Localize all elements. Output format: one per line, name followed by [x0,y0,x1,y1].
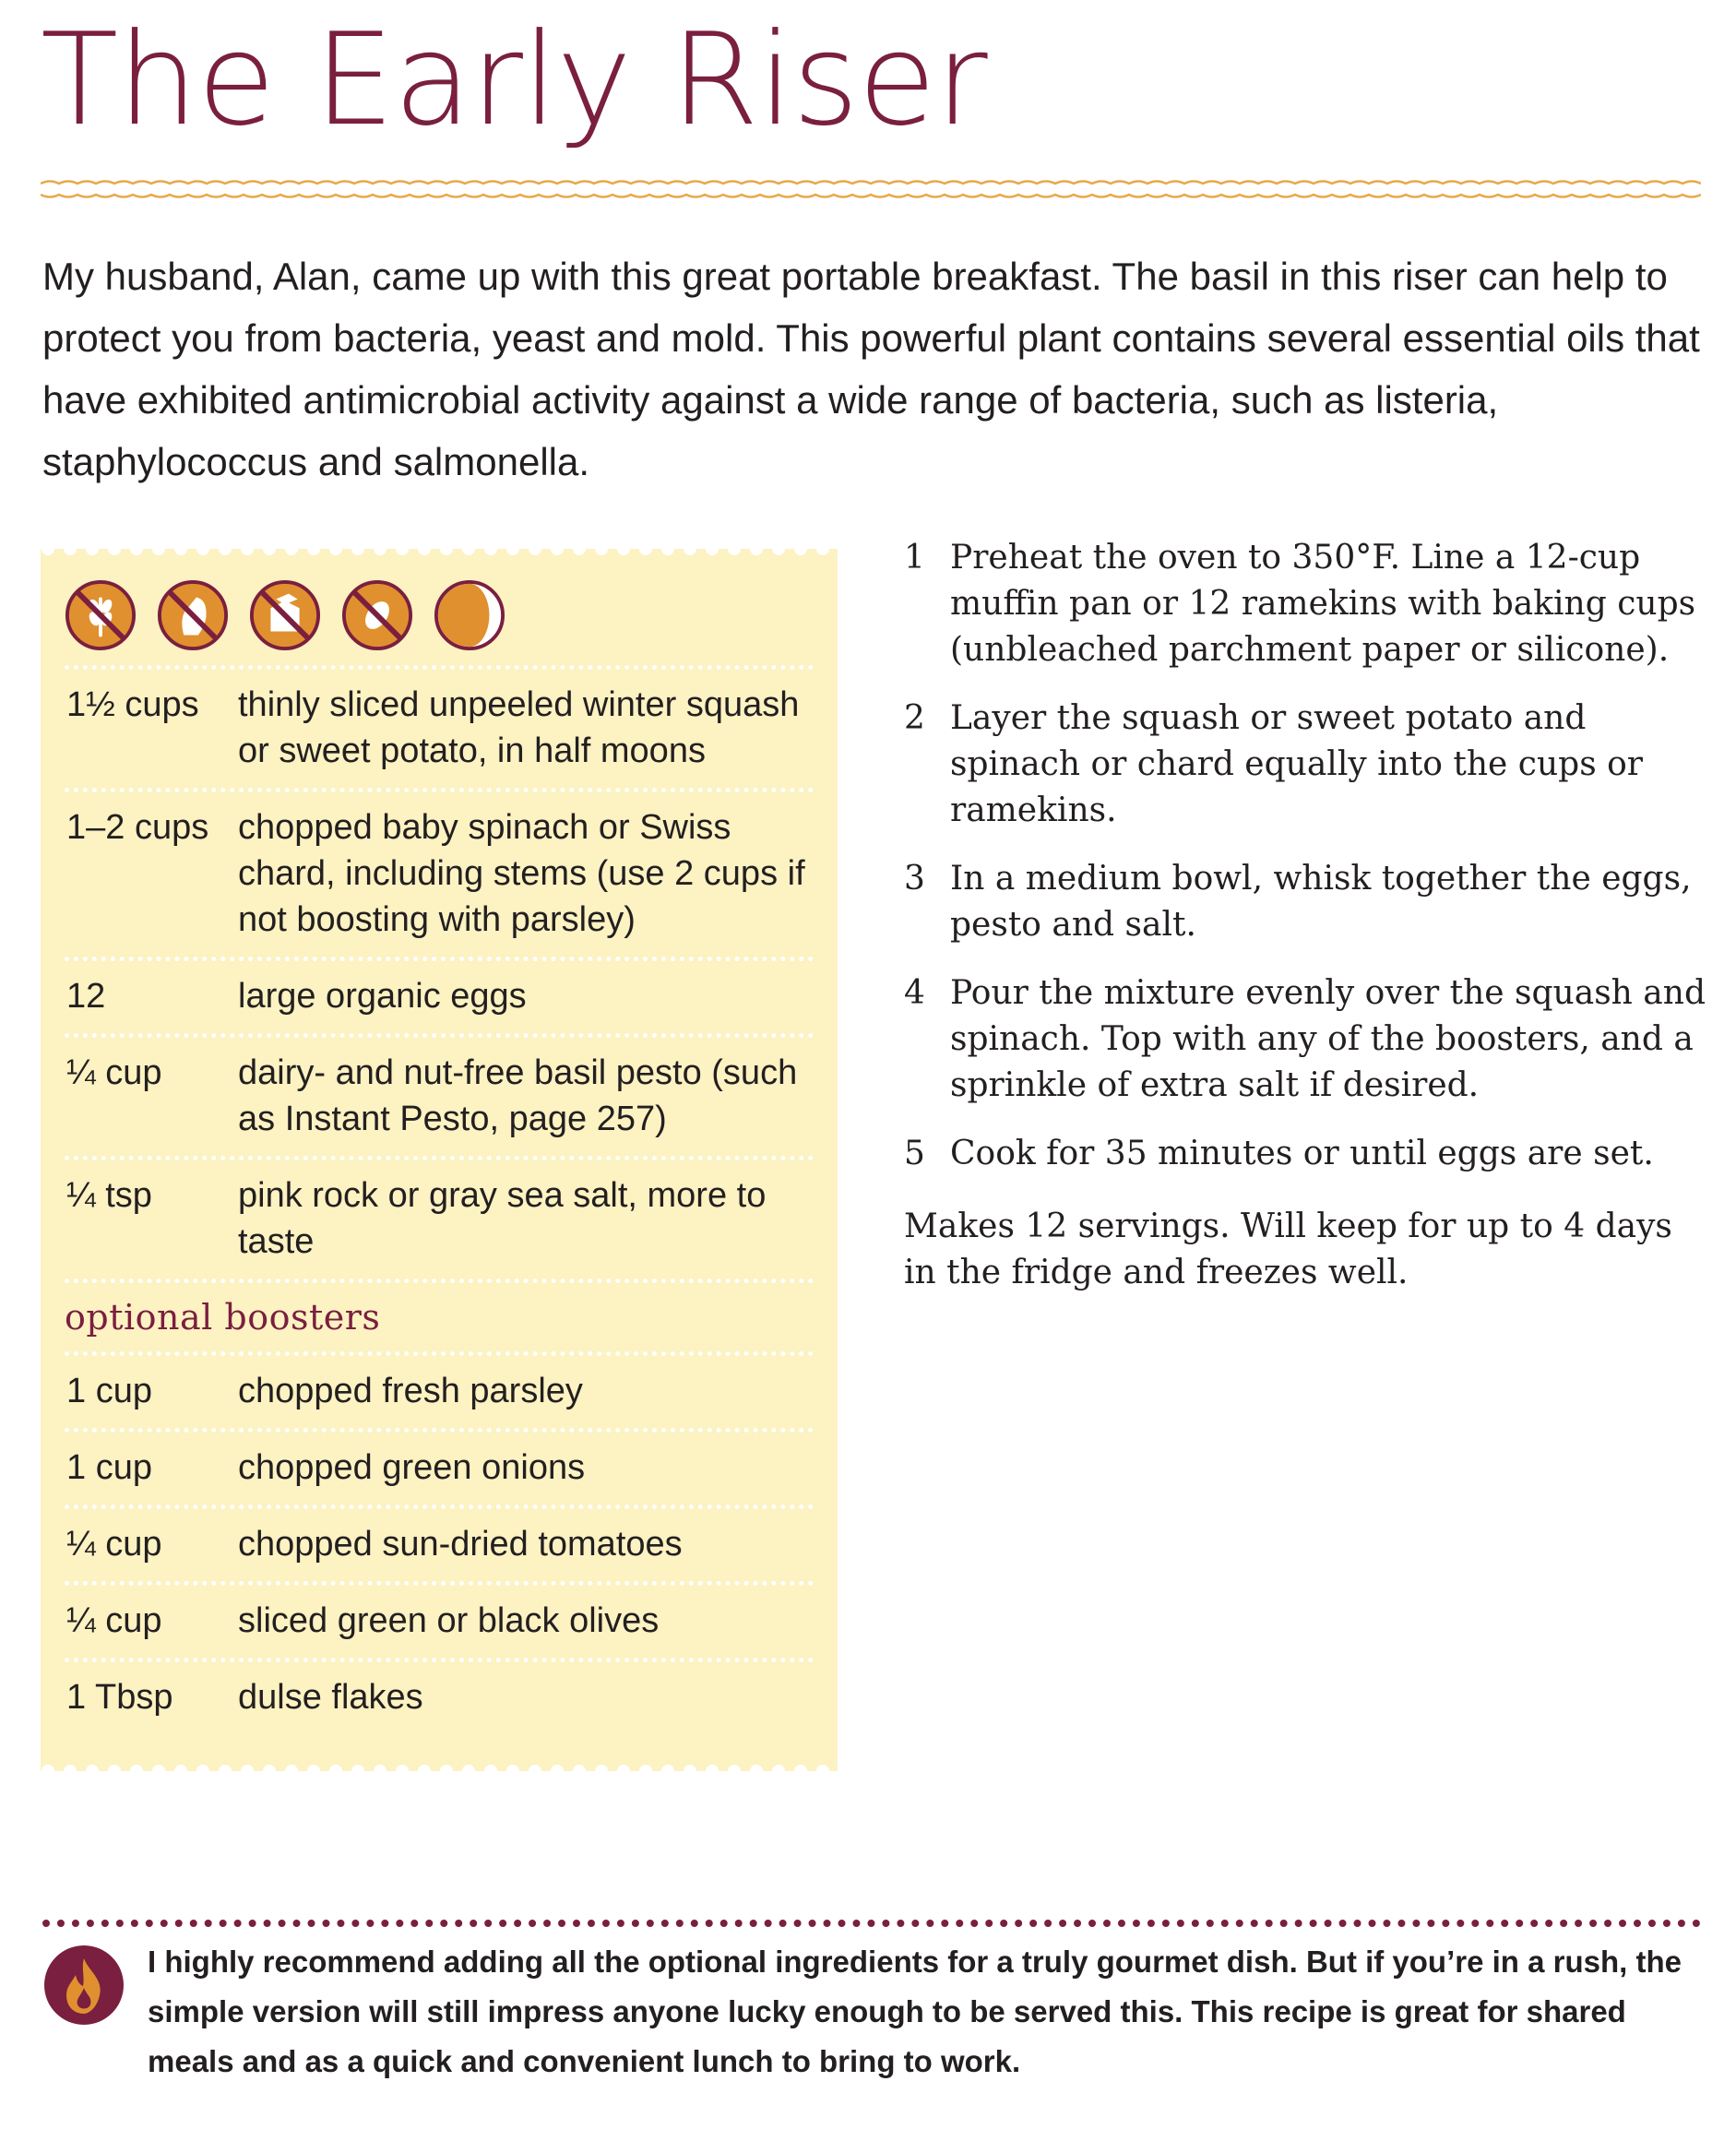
ingredient-qty: 12 [66,977,106,1016]
scallop-dot [219,1765,232,1771]
scallop-dot [130,549,143,555]
ingredient-item: dairy- and nut-free basil pesto (such as Instant Pesto, page 257) [238,1053,798,1138]
scallop-dot [750,1765,763,1771]
scallop-dot [794,1765,807,1771]
step-item [904,856,1706,948]
booster-item: sliced green or black olives [238,1601,660,1640]
scallop-dot [595,1765,608,1771]
scallop-dot [506,1765,519,1771]
ingredient-qty: ¼ tsp [66,1176,152,1215]
scallop-dot [396,549,409,555]
step-text: Layer the squash or sweet potato and spinach or chard equally into the cups or ramekins. [950,699,1643,829]
scallop-dot [152,1765,165,1771]
wavy-divider [41,173,1701,205]
booster-row [65,1433,814,1505]
diet-icons [65,579,505,651]
booster-item: chopped sun-dried tomatoes [238,1525,683,1564]
step-text: Pour the mixture evenly over the squash and spinach. Top with any of the boosters, and a sprinkle of extra salt if desired. [950,974,1706,1104]
scallop-dot [174,1765,187,1771]
scallop-dot [573,549,586,555]
scallop-dot [285,549,298,555]
scallop-dot [418,549,431,555]
scallop-dot [86,1765,99,1771]
scallop-dot [263,549,276,555]
scallop-dot [484,1765,497,1771]
scallop-dot [108,549,121,555]
scallop-dot [462,1765,475,1771]
scallop-dot [174,549,187,555]
scallop-dot [42,549,54,555]
step-item [904,970,1706,1109]
card-top-scallop [41,549,838,562]
booster-item: chopped green onions [238,1448,586,1487]
ingredient-qty: ¼ cup [66,1053,162,1092]
step-item [904,696,1706,834]
step-item [904,535,1706,673]
boosters-heading: optional boosters [65,1297,381,1338]
tip-text: I highly recommend adding all the optional ingredients for a truly gourmet dish. But if you’re in a rush, the simple version will still impress anyone lucky enough to be served this. This recipe is great for shared meals and as a quick and convenient lunch to bring to work. [148,1945,1682,2078]
scallop-dot [684,549,696,555]
scallop-dot [816,1765,829,1771]
ingredient-item: thinly sliced unpeeled winter squash or sweet potato, in half moons [238,685,800,770]
scallop-dot [329,1765,342,1771]
ingredient-qty: 1–2 cups [66,808,209,847]
booster-item: dulse flakes [238,1678,423,1717]
booster-qty: 1 cup [66,1372,152,1410]
step-text: Preheat the oven to 350°F. Line a 12-cup muffin pan or 12 ramekins with baking cups (unbleached parchment paper or silicone). [950,539,1696,669]
step-number: 5 [904,1135,925,1172]
method-steps [904,535,1706,1199]
yield-note: Makes 12 servings. Will keep for up to 4 days in the fridge and freezes well. [904,1207,1672,1291]
scallop-dot [684,1765,696,1771]
scallop-dot [351,1765,364,1771]
tip-divider [42,1920,1701,1927]
booster-qty: ¼ cup [66,1601,162,1640]
scallop-dot [152,549,165,555]
step-number: 2 [904,699,925,737]
scallop-dot [108,1765,121,1771]
ingredient-item: pink rock or gray sea salt, more to taste [238,1176,767,1261]
scallop-dot [241,1765,254,1771]
scallop-dot [551,549,564,555]
scallop-dot [484,549,497,555]
scallop-dot [772,549,785,555]
step-text: Cook for 35 minutes or until eggs are set. [950,1135,1654,1172]
scallop-dot [64,1765,77,1771]
scallop-dot [639,1765,652,1771]
scallop-dot [374,1765,386,1771]
scallop-dot [728,1765,741,1771]
scallop-dot [440,549,453,555]
booster-row [65,1509,814,1581]
flame-icon [42,1944,125,2027]
soy-free-icon [249,579,321,651]
ingredients-list [65,665,814,1734]
step-item [904,1131,1706,1177]
scallop-dot [418,1765,431,1771]
ingredient-row [65,1160,814,1279]
dairy-free-icon [157,579,229,651]
scallop-dot [42,1765,54,1771]
booster-item: chopped fresh parsley [238,1372,583,1410]
scallop-dot [285,1765,298,1771]
scallop-dot [772,1765,785,1771]
intro-paragraph: My husband, Alan, came up with this great portable breakfast. The basil in this riser can help to protect you from bacteria, yeast and mold. This powerful plant contains several essential oils that have exhibited antimicrobial activity against a wide range of bacteria, such as listeria, staphylococcus and salmonella. [42,255,1700,483]
card-bottom-scallop [41,1758,838,1771]
scallop-dot [219,549,232,555]
scallop-dot [816,549,829,555]
ingredient-row [65,792,814,957]
ingredient-qty: 1½ cups [66,685,199,724]
scallop-dot [196,1765,209,1771]
scallop-dot [750,549,763,555]
scallop-dot [728,549,741,555]
booster-qty: 1 Tbsp [66,1678,173,1717]
scallop-dot [661,1765,674,1771]
scallop-dot [307,549,320,555]
booster-row [65,1356,814,1428]
scallop-dot [351,549,364,555]
scallop-dot [529,1765,541,1771]
scallop-dot [617,549,630,555]
scallop-dot [462,549,475,555]
step-number: 4 [904,974,925,1012]
scallop-dot [639,549,652,555]
scallop-dot [706,549,719,555]
gluten-free-icon [65,579,137,651]
page-title: The Early Riser [41,6,987,154]
scallop-dot [794,549,807,555]
booster-row [65,1586,814,1658]
scallop-dot [374,549,386,555]
scallop-dot [551,1765,564,1771]
ingredient-item: large organic eggs [238,977,527,1016]
scallop-dot [263,1765,276,1771]
ingredient-row [65,961,814,1033]
scallop-dot [617,1765,630,1771]
scallop-dot [529,549,541,555]
step-number: 3 [904,860,925,898]
moon-icon [434,579,505,651]
scallop-dot [573,1765,586,1771]
scallop-dot [86,549,99,555]
scallop-dot [396,1765,409,1771]
scallop-dot [595,549,608,555]
scallop-dot [307,1765,320,1771]
ingredient-item: chopped baby spinach or Swiss chard, including stems (use 2 cups if not boosting with parsley) [238,808,805,939]
booster-qty: 1 cup [66,1448,152,1487]
booster-qty: ¼ cup [66,1525,162,1564]
scallop-dot [196,549,209,555]
scallop-dot [706,1765,719,1771]
scallop-dot [329,549,342,555]
scallop-dot [440,1765,453,1771]
ingredient-row [65,670,814,788]
step-text: In a medium bowl, whisk together the eggs, pesto and salt. [950,860,1692,944]
step-number: 1 [904,539,925,577]
scallop-dot [506,549,519,555]
ingredient-row [65,1038,814,1156]
scallop-dot [241,549,254,555]
scallop-dot [661,549,674,555]
booster-row [65,1662,814,1734]
nut-free-icon [341,579,413,651]
ingredients-card [41,549,838,1771]
scallop-dot [64,549,77,555]
scallop-dot [130,1765,143,1771]
